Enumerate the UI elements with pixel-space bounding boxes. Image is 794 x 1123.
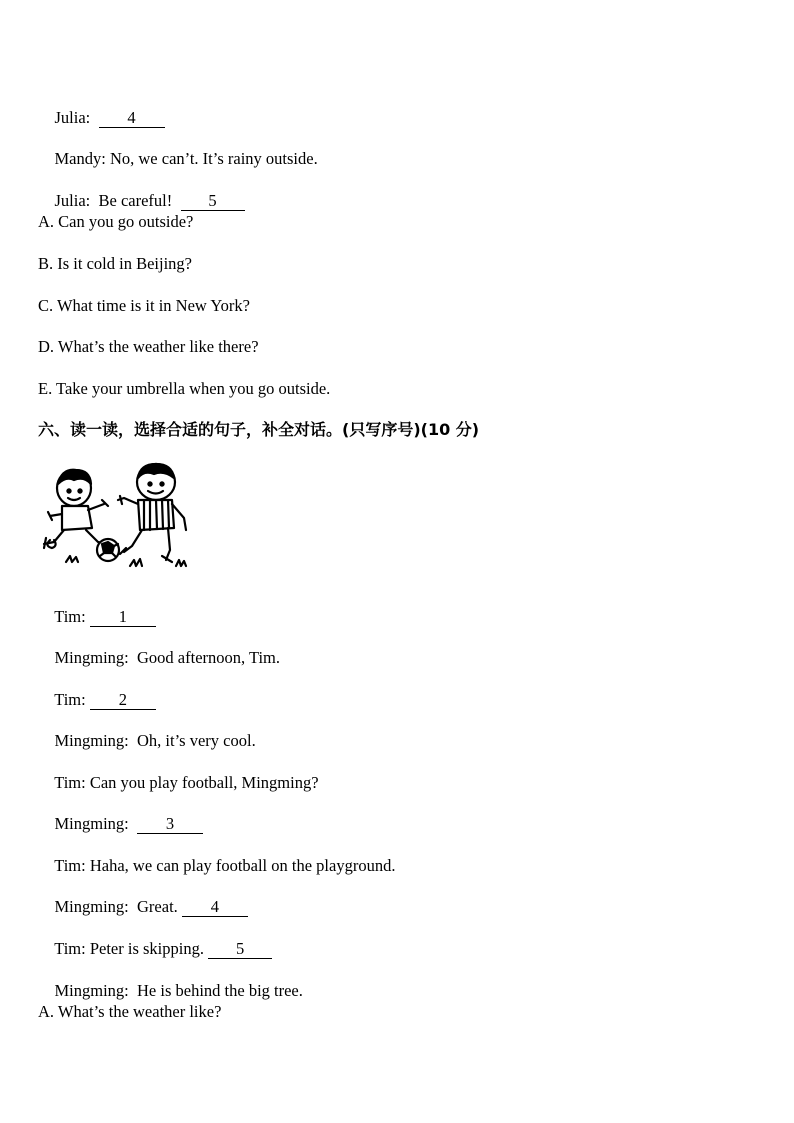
option-item: E. Take your umbrella when you go outside.	[38, 379, 331, 398]
dialogue-text: He is behind the big tree.	[137, 981, 303, 1000]
speaker-label: Mingming:	[54, 731, 129, 750]
option-item: C. What time is it in New York?	[38, 296, 250, 315]
speaker-label: Tim:	[54, 773, 86, 792]
speaker-label: Mingming:	[54, 814, 129, 833]
dialogue-text: No, we can’t. It’s rainy outside.	[109, 149, 318, 168]
answer-blank: 5	[181, 192, 245, 211]
answer-blank: 2	[90, 691, 156, 710]
answer-blank: 4	[99, 109, 165, 128]
speaker-label: Tim:	[54, 939, 86, 958]
speaker-label: Mingming:	[54, 981, 129, 1000]
speaker-label: Tim:	[54, 856, 86, 875]
kids-playing-football-icon	[40, 458, 190, 570]
speaker-label: Mingming:	[54, 897, 129, 916]
answer-blank: 5	[208, 940, 272, 959]
dialogue-text: Great.	[137, 897, 178, 916]
speaker-label: Tim:	[54, 607, 86, 626]
speaker-label: Mandy:	[54, 149, 106, 168]
answer-blank: 1	[90, 608, 156, 627]
dialogue-text: Good afternoon, Tim.	[137, 648, 281, 667]
speaker-label: Julia:	[54, 108, 91, 127]
option-item: A. What’s the weather like?	[38, 1002, 222, 1021]
dialogue-text: Peter is skipping.	[89, 939, 204, 958]
dialogue-text: Be careful!	[98, 191, 173, 210]
answer-blank: 4	[182, 898, 248, 917]
section-heading: 六、读一读，选择合适的句子，补全对话。(只写序号)(10 分)	[38, 420, 480, 439]
option-item: D. What’s the weather like there?	[38, 337, 259, 356]
option-item: B. Is it cold in Beijing?	[38, 254, 192, 273]
dialogue-text: Haha, we can play football on the playground.	[89, 856, 396, 875]
speaker-label: Mingming:	[54, 648, 129, 667]
dialogue-text: Can you play football, Mingming?	[89, 773, 319, 792]
dialogue-text: Oh, it’s very cool.	[137, 731, 256, 750]
option-item: A. Can you go outside?	[38, 212, 194, 231]
speaker-label: Tim:	[54, 690, 86, 709]
answer-blank: 3	[137, 815, 203, 834]
speaker-label: Julia:	[54, 191, 91, 210]
